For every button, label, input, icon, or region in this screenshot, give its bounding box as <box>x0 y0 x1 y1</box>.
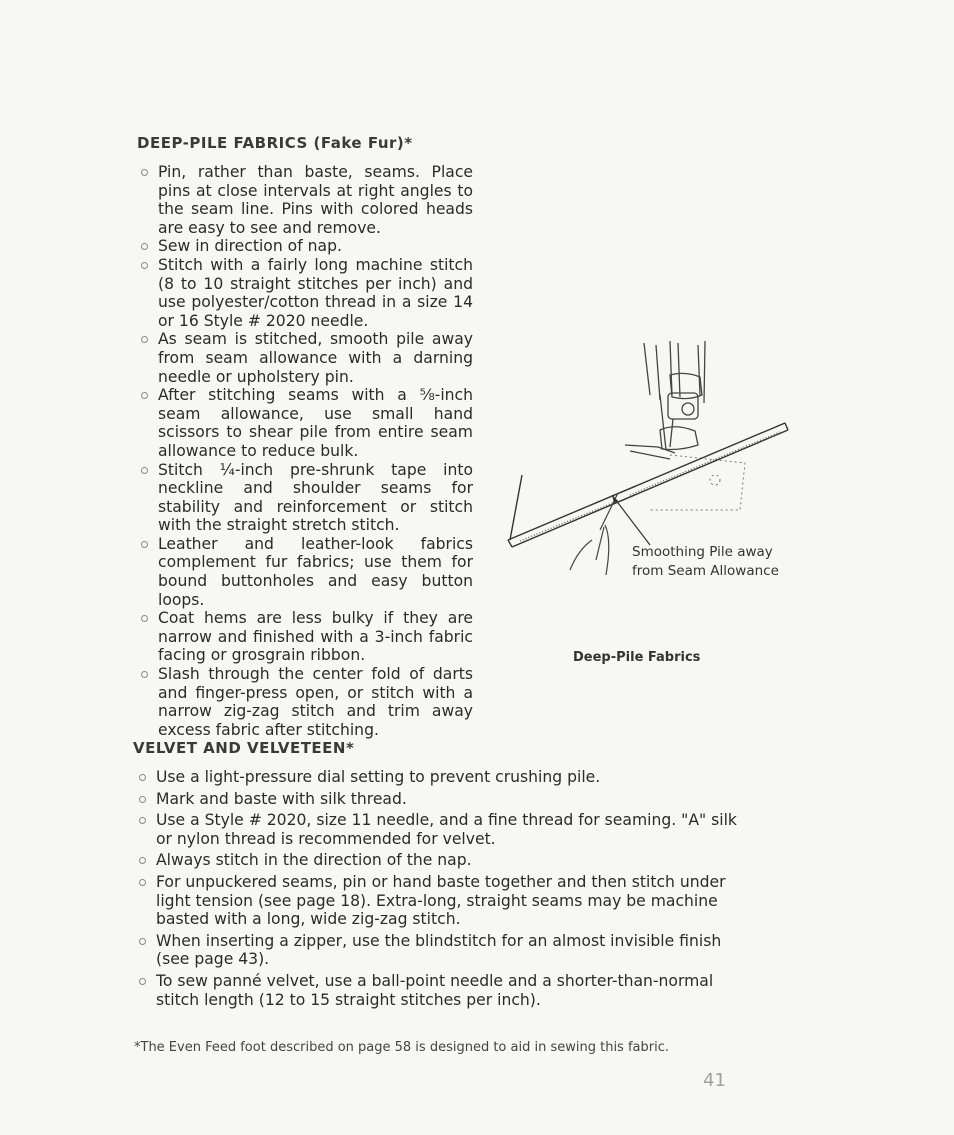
list-item: Slash through the center fold of darts and finger-press open, or stitch with a narrow zig-zag stitch and trim away excess fabric after stitching. <box>138 665 473 739</box>
callout-line-1: Smoothing Pile away <box>632 544 773 560</box>
list-item: Coat hems are less bulky if they are narrow and finished with a 3-inch fabric facing or grosgrain ribbon. <box>138 609 473 665</box>
list-item: Mark and baste with silk thread. <box>136 790 746 809</box>
list-item: When inserting a zipper, use the blindstitch for an almost invisible finish (see page 43). <box>136 932 746 969</box>
bullet-icon <box>141 392 148 399</box>
bullet-icon <box>139 857 146 864</box>
page-number: 41 <box>703 1070 726 1091</box>
bullet-icon <box>141 243 148 250</box>
list-item: Stitch ¼-inch pre-shrunk tape into neckline and shoulder seams for stability and reinforcement or stitch with the straight stretch stitch. <box>138 461 473 535</box>
list-item: To sew panné velvet, use a ball-point needle and a shorter-than-normal stitch length (12 to 15 straight stitches per inch). <box>136 972 746 1009</box>
bullet-icon <box>139 938 146 945</box>
bullet-icon <box>141 467 148 474</box>
callout-line-2: from Seam Allowance <box>632 563 779 579</box>
list-item: Always stitch in the direction of the nap. <box>136 851 746 870</box>
list-item: Pin, rather than baste, seams. Place pins at close intervals at right angles to the seam line. Pins with colored heads are easy to see and remove. <box>138 163 473 237</box>
list-item: After stitching seams with a ⅝-inch seam allowance, use small hand scissors to shear pile from entire seam allowance to reduce bulk. <box>138 386 473 460</box>
figure-caption: Deep-Pile Fabrics <box>573 650 701 665</box>
deep-pile-tips-list <box>138 163 473 739</box>
footnote: *The Even Feed foot described on page 58 is designed to aid in sewing this fabric. <box>134 1040 669 1055</box>
section-heading-velvet: VELVET AND VELVETEEN* <box>133 739 355 757</box>
bullet-icon <box>139 879 146 886</box>
list-item: For unpuckered seams, pin or hand baste together and then stitch under light tension (see page 18). Extra-long, straight seams may be machine basted with a long, wide zig-zag stitch. <box>136 873 746 929</box>
list-item: Use a Style # 2020, size 11 needle, and a fine thread for seaming. "A" silk or nylon thread is recommended for velvet. <box>136 811 746 848</box>
bullet-icon <box>141 671 148 678</box>
section-heading-deep-pile: DEEP-PILE FABRICS (Fake Fur)* <box>137 134 413 152</box>
bullet-icon <box>139 978 146 985</box>
list-item: As seam is stitched, smooth pile away from seam allowance with a darning needle or upholstery pin. <box>138 330 473 386</box>
bullet-icon <box>141 615 148 622</box>
bullet-icon <box>139 817 146 824</box>
bullet-icon <box>139 796 146 803</box>
bullet-icon <box>141 169 148 176</box>
list-item: Use a light-pressure dial setting to prevent crushing pile. <box>136 768 746 787</box>
bullet-icon <box>141 541 148 548</box>
bullet-icon <box>139 774 146 781</box>
list-item: Sew in direction of nap. <box>138 237 473 256</box>
velvet-tips-list <box>136 768 746 1012</box>
list-item: Leather and leather-look fabrics complement fur fabrics; use them for bound buttonholes and easy button loops. <box>138 535 473 609</box>
bullet-icon <box>141 262 148 269</box>
bullet-icon <box>141 336 148 343</box>
figure-callout <box>632 543 779 581</box>
list-item: Stitch with a fairly long machine stitch (8 to 10 straight stitches per inch) and use polyester/cotton thread in a size 14 or 16 Style # 2020 needle. <box>138 256 473 330</box>
